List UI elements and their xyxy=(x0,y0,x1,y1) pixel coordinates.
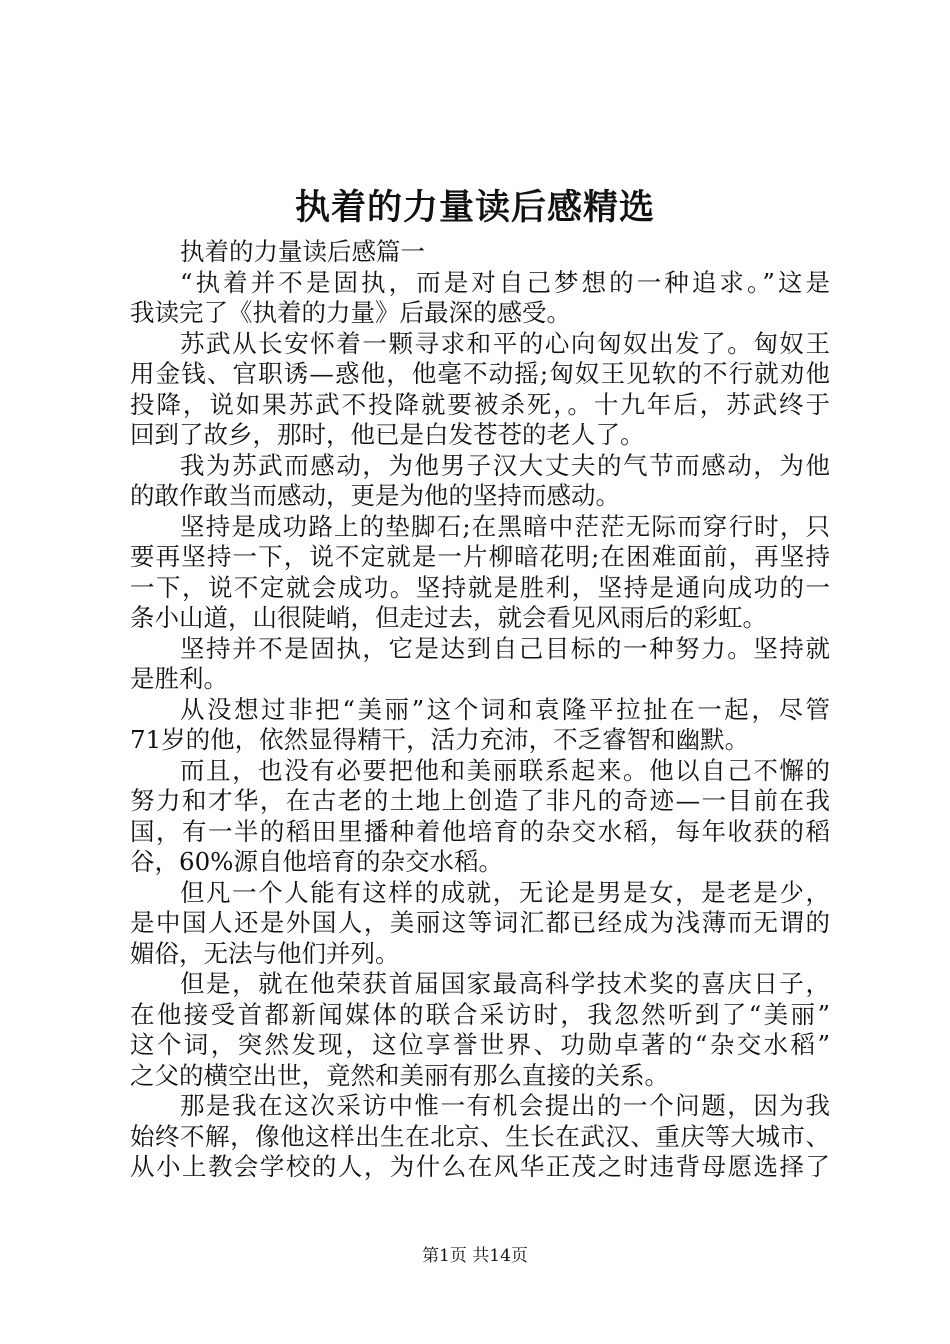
text-line: 是胜利。 xyxy=(130,664,228,693)
text-line: 用金钱、官职诱—惑他，他毫不动摇;匈奴王见软的不行就劝他 xyxy=(130,359,830,388)
text-line: 我读完了《执着的力量》后最深的感受。 xyxy=(130,298,571,327)
text-line: 在他接受首都新闻媒体的联合采访时，我忽然听到了“美丽” xyxy=(130,999,830,1029)
text-line: 始终不解，像他这样出生在北京、生长在武汉、重庆等大城市、 xyxy=(130,1121,830,1151)
text-line: 要再坚持一下，说不定就是一片柳暗花明;在困难面前，再坚持 xyxy=(130,542,830,571)
section-heading: 执着的力量读后感篇一 xyxy=(180,237,425,266)
text-line: 回到了故乡，那时，他已是白发苍苍的老人了。 xyxy=(130,420,645,449)
text-line: 但凡一个人能有这样的成就，无论是男是女，是老是少， xyxy=(180,877,830,907)
text-line: 是中国人还是外国人，美丽这等词汇都已经成为浅薄而无谓的 xyxy=(130,908,830,937)
text-line: 努力和才华，在古老的土地上创造了非凡的奇迹—一目前在我 xyxy=(130,786,830,815)
document-body xyxy=(130,237,830,1183)
text-line: 的敢作敢当而感动，更是为他的坚持而感动。 xyxy=(130,481,620,510)
text-line: 而且，也没有必要把他和美丽联系起来。他以自己不懈的 xyxy=(180,755,830,785)
text-line: 71岁的他，依然显得精干，活力充沛，不乏睿智和幽默。 xyxy=(130,725,750,754)
text-line: 这个词，突然发现，这位享誉世界、功勋卓著的“杂交水稻” xyxy=(130,1030,830,1059)
text-line: 一下，说不定就会成功。坚持就是胜利，坚持是通向成功的一 xyxy=(130,572,830,602)
document-title: 执着的力量读后感精选 xyxy=(294,188,655,228)
text-line: 谷，60%源自他培育的杂交水稻。 xyxy=(130,847,503,876)
text-line: 我为苏武而感动，为他男子汉大丈夫的气节而感动，为他 xyxy=(180,450,830,480)
page-number-footer: 第1页 共14页 xyxy=(422,1246,528,1266)
text-line: “执着并不是固执，而是对自己梦想的一种追求。”这是 xyxy=(180,267,830,297)
text-line: 那是我在这次采访中惟一有机会提出的一个问题，因为我 xyxy=(180,1091,830,1120)
text-line: 坚持是成功路上的垫脚石;在黑暗中茫茫无际而穿行时，只 xyxy=(180,511,830,541)
text-line: 从没想过非把“美丽”这个词和袁隆平拉扯在一起，尽管 xyxy=(180,694,830,724)
text-line: 条小山道，山很陡峭，但走过去，就会看见风雨后的彩虹。 xyxy=(130,603,767,632)
text-line: 国，有一半的稻田里播种着他培育的杂交水稻，每年收获的稻 xyxy=(130,816,830,846)
text-line: 投降，说如果苏武不投降就要被杀死，。十九年后，苏武终于 xyxy=(130,389,830,419)
text-line: 从小上教会学校的人，为什么在风华正茂之时违背母愿选择了 xyxy=(130,1152,830,1181)
text-line: 但是，就在他荣获首届国家最高科学技术奖的喜庆日子， xyxy=(180,969,830,998)
text-line: 之父的横空出世，竟然和美丽有那么直接的关系。 xyxy=(130,1060,669,1090)
text-line: 苏武从长安怀着一颗寻求和平的心向匈奴出发了。匈奴王 xyxy=(180,328,830,358)
text-line: 媚俗，无法与他们并列。 xyxy=(130,938,400,968)
text-line: 坚持并不是固执，它是达到自己目标的一种努力。坚持就 xyxy=(180,633,830,663)
